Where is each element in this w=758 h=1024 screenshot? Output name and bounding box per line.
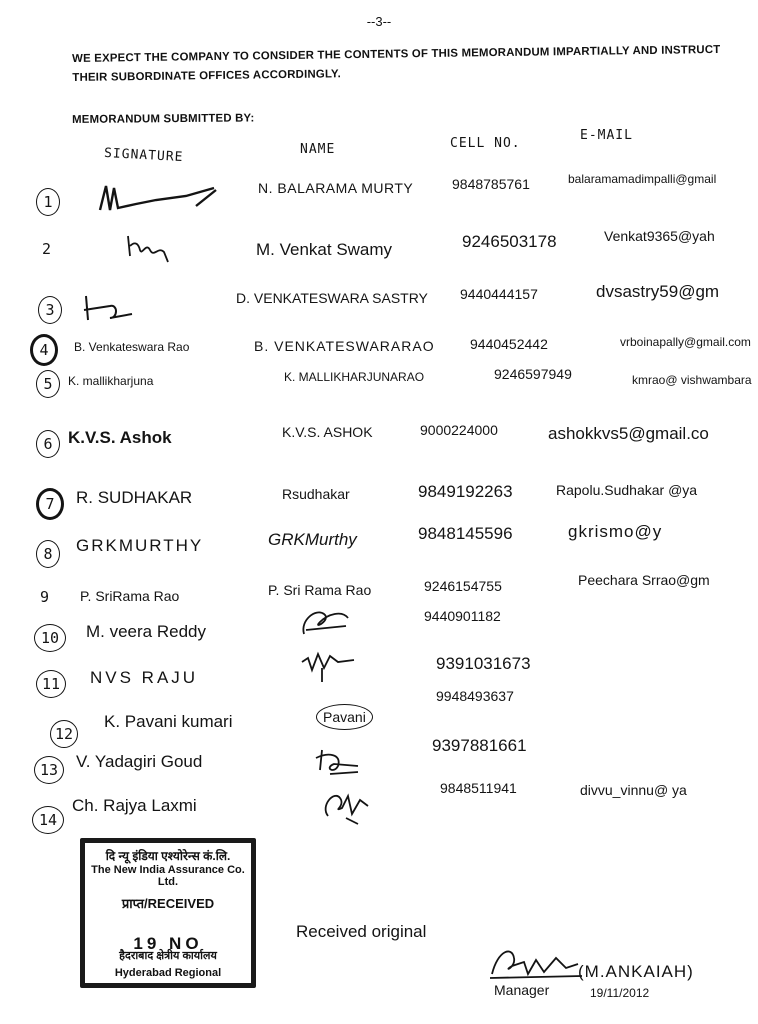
received-note: Received original [296,922,427,941]
row-12-name: K. Pavani kumari [104,712,233,731]
intro-paragraph: WE EXPECT THE COMPANY TO CONSIDER THE CONTENTS OF THIS MEMORANDUM IMPARTIALLY AND INSTRUCT THEIR SUBORDINATE OFFICES ACCORDINGLY. [72,43,721,84]
row-14-signature [318,786,374,826]
manager-signature [486,940,586,984]
stamp-received: प्राप्त/RECEIVED [121,896,215,911]
row-8-cell: 9848145596 [418,524,513,543]
row-3-signature [82,292,142,324]
row-8-signature: GRKMurthy [268,530,357,549]
row-1-signature [96,176,226,218]
stamp-company: The New India Assurance Co. Ltd. [91,864,245,888]
row-4-number: 4 [30,334,58,366]
row-5-name: K. MALLIKHARJUNARAO [284,370,425,384]
row-1-name: N. BALARAMA MURTY [258,180,414,196]
header-email: E-MAIL [580,128,633,143]
stamp-hindi-company: दि न्यू इंडिया एश्योरेन्स कं.लि. [105,849,231,863]
page-number: --3-- [366,14,392,29]
row-10-cell: 9440901182 [424,608,501,624]
row-6-signature: K.V.S. Ashok [68,428,172,447]
row-14-cell: 9848511941 [440,780,517,796]
header-name: NAME [300,142,336,157]
row-9-email: Peechara Srrao@gm [578,572,710,588]
row-7-number: 7 [36,488,64,520]
row-10-name: M. veera Reddy [86,622,206,641]
row-10-number: 10 [34,624,66,652]
row-13-cell: 9397881661 [432,736,527,755]
row-13-signature [314,744,364,780]
received-stamp [80,838,256,988]
row-4-signature: B. Venkateswara Rao [74,340,190,354]
row-2-cell: 9246503178 [462,232,557,251]
row-11-cell: 9391031673 [436,654,531,673]
row-2-signature [124,232,174,266]
row-11-number: 11 [36,670,66,698]
header-cell: CELL NO. [450,136,521,151]
row-9-name: P. SriRama Rao [80,588,180,604]
manager-label: Manager [494,982,550,998]
row-6-email: ashokkvs5@gmail.co [548,424,709,443]
row-5-cell: 9246597949 [494,366,572,382]
row-6-number: 6 [36,430,60,458]
stamp-date: 19 NO [133,934,203,953]
row-12-number: 12 [50,720,78,748]
row-5-number: 5 [36,370,60,398]
manager-date: 19/11/2012 [590,986,650,1000]
row-3-name: D. VENKATESWARA SASTRY [236,290,428,306]
row-3-cell: 9440444157 [460,286,538,302]
row-2-name: M. Venkat Swamy [256,240,393,259]
row-5-signature: K. mallikharjuna [68,374,154,388]
row-4-email: vrboinapally@gmail.com [620,335,751,349]
row-6-name: K.V.S. ASHOK [282,424,373,440]
row-3-number: 3 [38,296,62,324]
row-14-email: divvu_vinnu@ ya [580,782,687,798]
row-6-cell: 9000224000 [420,422,498,438]
row-14-name: Ch. Rajya Laxmi [72,796,197,815]
row-7-signature: Rsudhakar [282,486,350,502]
row-1-email: balaramamadimpalli@gmail [568,172,717,186]
row-13-number: 13 [34,756,64,784]
row-7-name: R. SUDHAKAR [76,488,193,507]
row-1-cell: 9848785761 [452,176,530,192]
row-7-email: Rapolu.Sudhakar @ya [556,482,698,498]
header-signature: SIGNATURE [103,145,184,166]
row-5-email: kmrao@ vishwambara [632,373,752,387]
row-13-name: V. Yadagiri Goud [76,752,203,771]
stamp-hindi-office: हैदराबाद क्षेत्रीय कार्यालय [119,950,217,962]
row-12-cell: 9948493637 [436,688,514,704]
row-4-cell: 9440452442 [470,336,548,352]
row-11-signature [298,644,358,684]
row-3-email: dvsastry59@gm [596,282,720,301]
row-9-cell: 9246154755 [424,578,502,594]
row-9-number: 9 [40,588,50,606]
row-9-signature: P. Sri Rama Rao [268,582,372,598]
row-4-name: B. VENKATESWARARAO [254,338,435,354]
row-10-signature [296,600,356,640]
row-8-email: gkrismo@y [568,522,663,541]
row-2-number: 2 [42,240,52,258]
manager-name: (M.ANKAIAH) [578,962,694,981]
row-1-number: 1 [36,188,60,216]
row-2-email: Venkat9365@yah [604,228,715,244]
row-12-signature: Pavani [316,704,373,730]
stamp-office: Hyderabad Regional [114,967,222,979]
row-8-name: GRKMURTHY [76,536,204,555]
row-7-cell: 9849192263 [418,482,513,501]
row-8-number: 8 [36,540,60,568]
row-14-number: 14 [32,806,64,834]
row-11-name: NVS RAJU [90,668,199,687]
submitted-by-label: MEMORANDUM SUBMITTED BY: [72,112,255,126]
